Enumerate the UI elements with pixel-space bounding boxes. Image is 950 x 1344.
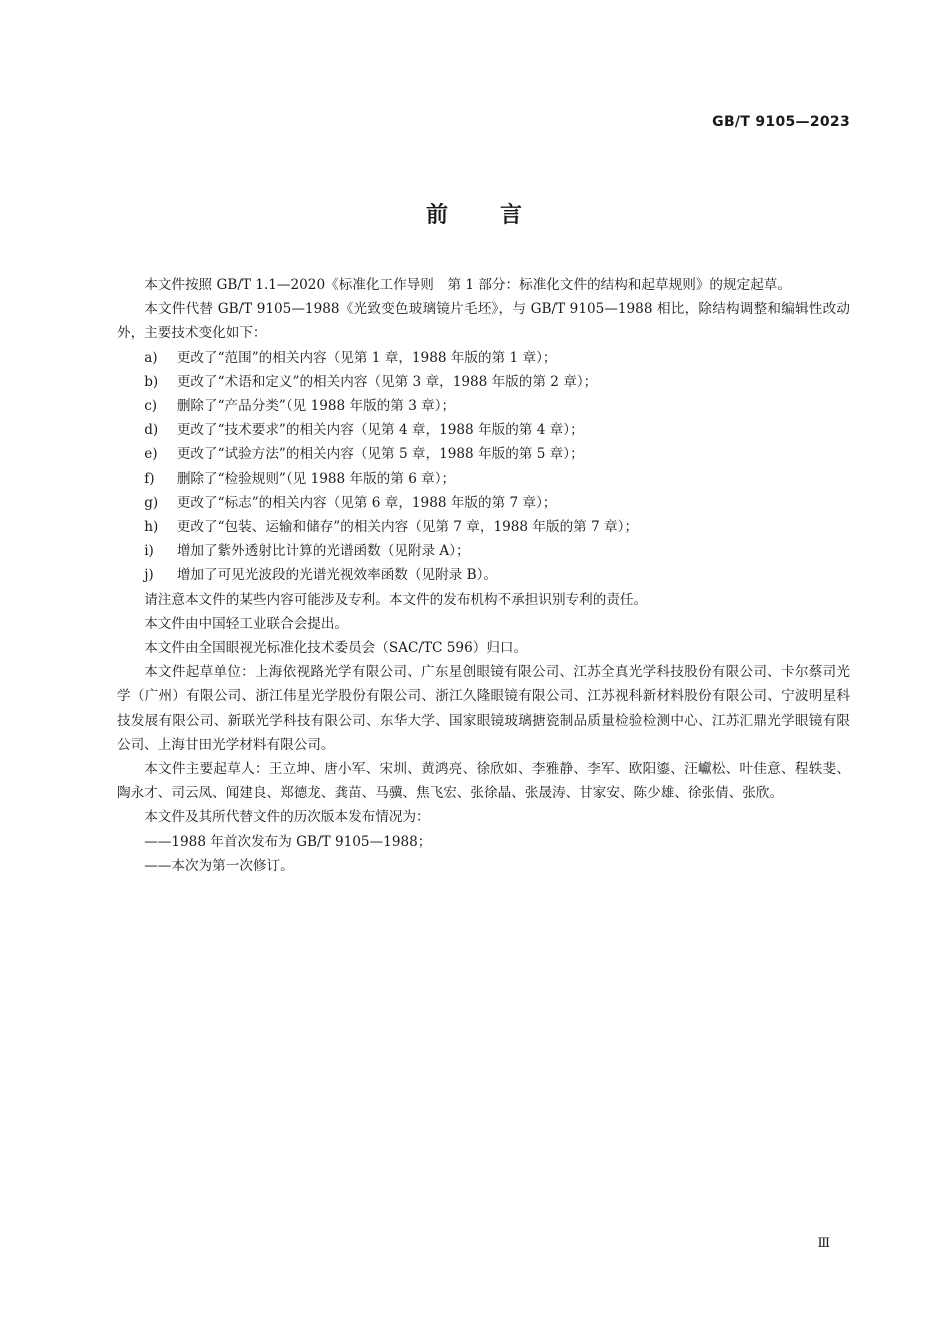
list-marker: h) xyxy=(144,519,159,536)
list-marker: g) xyxy=(144,494,159,511)
title-char-1: 前 xyxy=(425,203,450,228)
paragraph-drafters: 本文件主要起草人：王立坤、唐小军、宋圳、黄鸿亮、徐欣如、李雅静、李军、欧阳鎏、汪巘松、叶佳意、程轶斐、陶永才、司云凤、闻建良、郑德龙、龚苗、马骥、焦飞宏、张徐晶、张晟涛、甘家安、陈少雄、徐张倩、张欣。 xyxy=(117,761,850,802)
list-marker: i) xyxy=(144,543,154,560)
page-number: Ⅲ xyxy=(817,1236,830,1251)
list-item xyxy=(117,394,850,418)
list-marker: j) xyxy=(144,567,154,584)
list-item xyxy=(117,370,850,394)
list-item xyxy=(117,491,850,515)
list-text: 更改了“试验方法”的相关内容（见第 5 章，1988 年版的第 5 章）； xyxy=(176,446,584,463)
list-item xyxy=(117,563,850,587)
list-marker: d) xyxy=(144,422,159,439)
history-item: ——本次为第一次修订。 xyxy=(144,857,294,874)
history-item: ——1988 年首次发布为 GB/T 9105—1988； xyxy=(144,833,432,850)
list-marker: c) xyxy=(144,398,158,415)
list-item xyxy=(117,442,850,466)
foreword-body xyxy=(117,273,850,878)
list-item xyxy=(117,539,850,563)
list-text: 删除了“产品分类”（见 1988 年版的第 3 章）； xyxy=(176,398,456,415)
paragraph-proposer: 本文件由中国轻工业联合会提出。 xyxy=(144,615,349,632)
list-marker: a) xyxy=(144,349,158,366)
list-text: 增加了可见光波段的光谱光视效率函数（见附录 B）。 xyxy=(176,567,497,584)
title-char-2: 言 xyxy=(500,203,525,228)
list-text: 更改了“术语和定义”的相关内容（见第 3 章，1988 年版的第 2 章）； xyxy=(176,373,598,390)
list-text: 增加了紫外透射比计算的光谱函数（见附录 A）； xyxy=(176,543,470,560)
paragraph-technical-committee: 本文件由全国眼视光标准化技术委员会（SAC/TC 596）归口。 xyxy=(144,640,528,657)
list-marker: e) xyxy=(144,446,158,463)
list-item xyxy=(117,467,850,491)
list-item xyxy=(117,418,850,442)
list-text: 更改了“范围”的相关内容（见第 1 章，1988 年版的第 1 章）； xyxy=(176,349,557,366)
paragraph-patent-notice: 请注意本文件的某些内容可能涉及专利。本文件的发布机构不承担识别专利的责任。 xyxy=(144,591,648,608)
paragraph-drafting-rules: 本文件按照 GB/T 1.1—2020《标准化工作导则 第 1 部分：标准化文件的结构和起草规则》的规定起草。 xyxy=(144,277,791,293)
list-text: 更改了“标志”的相关内容（见第 6 章，1988 年版的第 7 章）； xyxy=(176,494,557,511)
paragraph-drafting-units: 本文件起草单位：上海依视路光学有限公司、广东星创眼镜有限公司、江苏全真光学科技股份有限公司、卡尔蔡司光学（广州）有限公司、浙江伟星光学股份有限公司、浙江久隆眼镜有限公司、江苏视科新材料股份有限公司、宁波明星科技发展有限公司、新联光学科技有限公司、东华大学、国家眼镜玻璃搪瓷制品质量检验检测中心、江苏汇鼎光学眼镜有限公司、上海甘田光学材料有限公司。 xyxy=(117,664,850,753)
list-marker: b) xyxy=(144,373,159,390)
list-text: 删除了“检验规则”（见 1988 年版的第 6 章）； xyxy=(176,470,456,487)
list-marker: f) xyxy=(144,470,155,487)
list-text: 更改了“包装、运输和储存”的相关内容（见第 7 章，1988 年版的第 7 章）； xyxy=(176,519,639,536)
list-item xyxy=(117,515,850,539)
list-item xyxy=(117,346,850,370)
paragraph-version-history: 本文件及其所代替文件的历次版本发布情况为： xyxy=(144,809,430,826)
document-code: GB/T 9105—2023 xyxy=(712,114,850,130)
page-title xyxy=(0,198,950,229)
list-text: 更改了“技术要求”的相关内容（见第 4 章，1988 年版的第 4 章）； xyxy=(176,422,584,439)
paragraph-replacement: 本文件代替 GB/T 9105—1988《光致变色玻璃镜片毛坯》，与 GB/T 9105—1988 相比，除结构调整和编辑性改动外，主要技术变化如下： xyxy=(117,301,850,342)
